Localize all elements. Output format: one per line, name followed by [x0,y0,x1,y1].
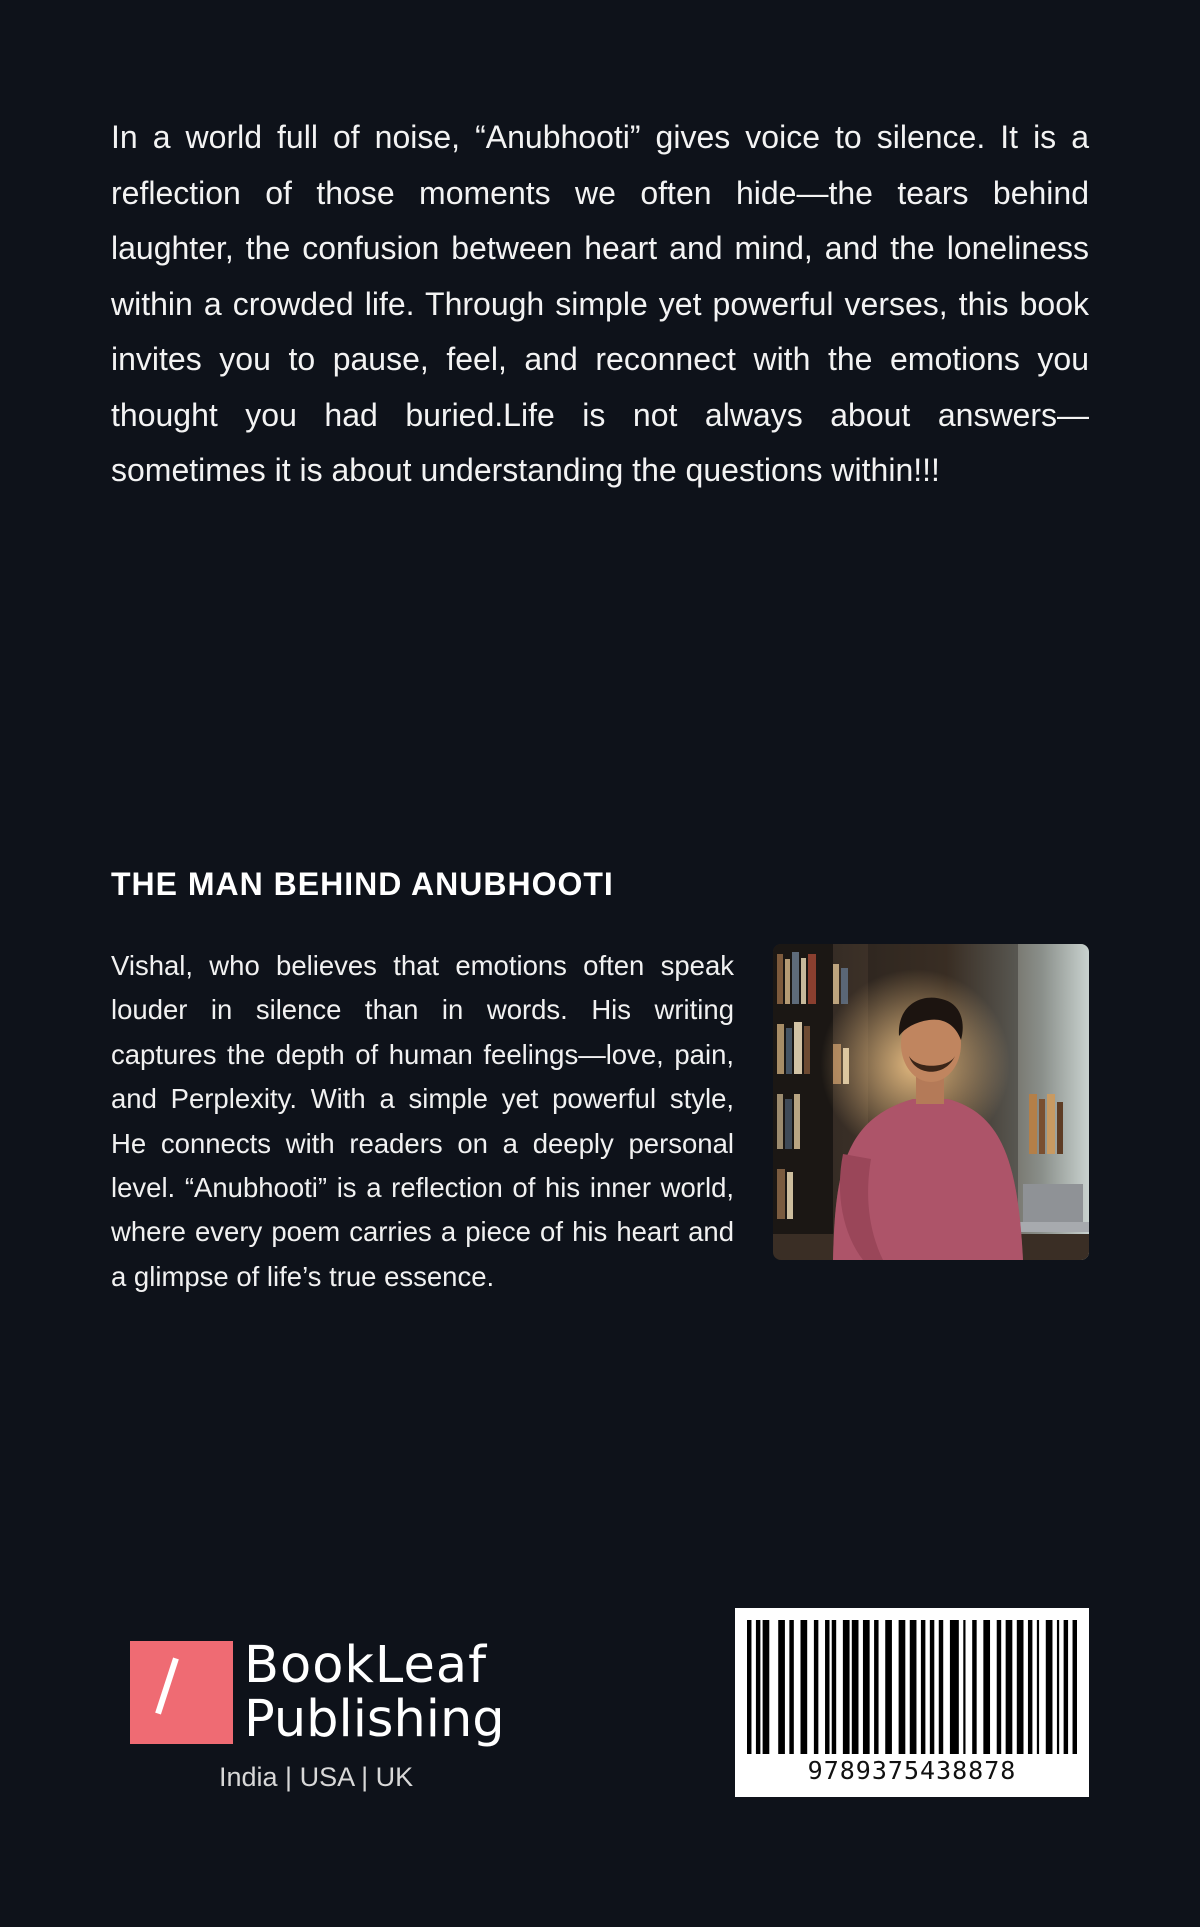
barcode-bar [939,1620,943,1754]
barcode-bar [930,1620,934,1754]
barcode-bar [950,1620,959,1754]
barcode-bar [852,1620,859,1754]
barcode-bar [874,1620,878,1754]
publisher-regions: India | USA | UK [219,1762,414,1792]
barcode-bar [863,1620,870,1754]
barcode-bar [843,1620,850,1754]
barcode-bar [997,1620,1001,1754]
author-photo-illustration [773,944,1089,1260]
barcode-bar [1057,1620,1059,1754]
barcode-bar [1028,1620,1032,1754]
barcode-bars [747,1620,1077,1754]
isbn-barcode [735,1608,1089,1797]
author-photo [773,944,1089,1260]
publisher-logo [130,1638,530,1798]
slash-icon [155,1657,179,1714]
barcode-bar [814,1620,818,1754]
barcode-bar [778,1620,785,1754]
barcode-bar [801,1620,808,1754]
back-cover-blurb: In a world full of noise, “Anubhooti” gives voice to silence. It is a reflection of those moments we often hide—the tears behind laughter, the confusion between heart and mind, and the loneliness within a crowded life. Through simple yet powerful verses, this book invites you to pause, feel, and reconnect with the emotions you thought you had buried.Life is not always about answers—sometimes it is about understanding the questions within!!! [111,119,1089,488]
author-bio: Vishal, who believes that emotions often speak louder in silence than in words. His writing captures the depth of human feelings—love, pain, and Perplexity. With a simple yet powerful style, He connects with readers on a deeply personal level. “Anubhooti” is a reflection of his inner world, where every poem carries a piece of his heart and a glimpse of life’s true essence. [111,950,734,1292]
barcode-bar [763,1620,770,1754]
publisher-logo-mark [130,1641,233,1744]
barcode-bar [910,1620,917,1754]
barcode-bar [1006,1620,1013,1754]
publisher-name-line2: Publishing [244,1690,505,1749]
isbn-number: 9789375438878 [807,1756,1017,1785]
barcode-bar [1046,1620,1053,1754]
barcode-bar [825,1620,829,1754]
barcode-bar [832,1620,836,1754]
barcode-bar [1037,1620,1039,1754]
barcode-bar [1073,1620,1077,1754]
barcode-bar [921,1620,925,1754]
barcode-bar [899,1620,906,1754]
barcode-bar [885,1620,892,1754]
barcode-bar [963,1620,965,1754]
author-section-heading: THE MAN BEHIND ANUBHOOTI [111,866,614,902]
barcode-bar [972,1620,976,1754]
barcode-bar [1017,1620,1024,1754]
publisher-name-line1: BookLeaf [244,1636,488,1695]
barcode-bar [756,1620,760,1754]
barcode-bar [983,1620,990,1754]
barcode-bar [747,1620,751,1754]
barcode-bar [1064,1620,1068,1754]
barcode-bar [789,1620,793,1754]
